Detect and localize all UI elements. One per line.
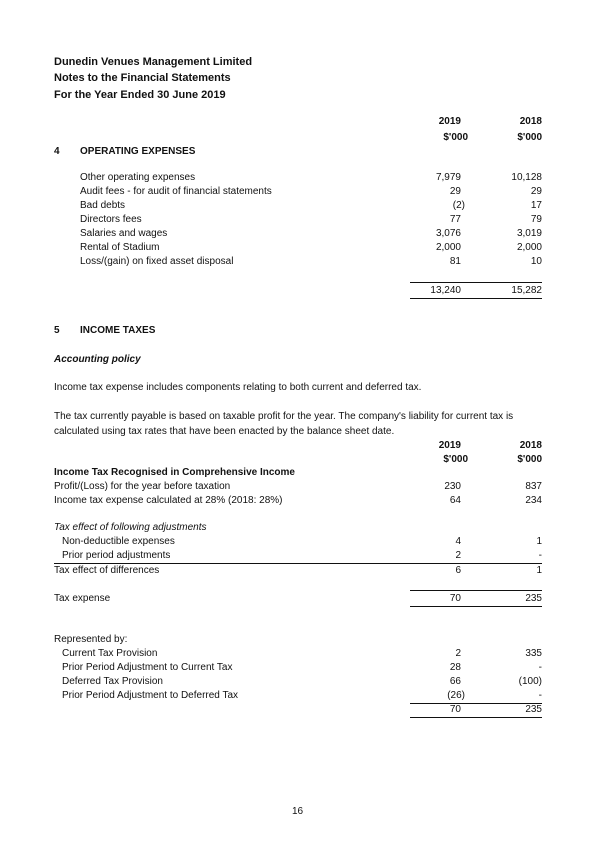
row-value-2018: 10 [530,256,542,267]
row-value-2019: 4 [455,536,461,547]
column-unit-2018: $'000 [517,454,542,465]
represented-by-heading: Represented by: [54,634,128,645]
column-header-2019: 2019 [438,440,461,451]
row-label: Prior period adjustments [62,550,171,561]
row-value-2019: 28 [449,662,461,673]
column-header-2018: 2018 [519,116,542,127]
row-value-2018: 234 [525,495,542,506]
row-label: Directors fees [80,214,142,225]
row-value-2018: 29 [530,186,542,197]
note-5-heading: INCOME TAXES [80,325,156,336]
row-value-2019: 7,979 [435,172,461,183]
row-label: Audit fees - for audit of financial statements [80,186,272,197]
row-label: Prior Period Adjustment to Current Tax [62,662,233,673]
policy-paragraph-2-line-2: calculated using tax rates that have been enacted by the balance sheet date. [54,426,395,437]
column-unit-2019: $'000 [443,132,468,143]
policy-paragraph-1: Income tax expense includes components relating to both current and deferred tax. [54,382,422,393]
row-label: Non-deductible expenses [62,536,175,547]
row-label: Deferred Tax Provision [62,676,163,687]
row-label: Current Tax Provision [62,648,158,659]
row-label: Other operating expenses [80,172,196,183]
row-value-2018: - [538,550,542,561]
row-value-2019: 3,076 [435,228,461,239]
represented-total-rule-top [410,703,542,704]
row-value-2018: 837 [525,481,542,492]
row-label: Loss/(gain) on fixed asset disposal [80,256,234,267]
row-value-2019: 230 [444,481,461,492]
row-label: Rental of Stadium [80,242,160,253]
row-label: Tax effect of differences [54,565,160,576]
row-value-2019: 2,000 [435,242,461,253]
page-number: 16 [292,806,304,817]
represented-total-rule-bottom [410,717,542,718]
company-name: Dunedin Venues Management Limited [54,56,253,68]
row-label: Bad debts [80,200,126,211]
row-value-2019: 29 [449,186,461,197]
note-5-number: 5 [54,325,60,336]
row-label: Income tax expense calculated at 28% (2018: 28%) [54,495,283,506]
document-title: Notes to the Financial Statements [54,72,231,84]
accounting-policy-heading: Accounting policy [54,354,141,365]
row-value-2019: 66 [449,676,461,687]
policy-paragraph-2-line-1: The tax currently payable is based on taxable profit for the year. The company's liability for current tax is [54,411,514,422]
row-value-2018: 235 [525,593,542,604]
differences-rule [54,563,542,564]
row-label: Tax expense [54,593,111,604]
recognised-heading: Income Tax Recognised in Comprehensive Income [54,467,295,478]
total-value-2019: 13,240 [430,285,461,296]
represented-total-2019: 70 [449,704,461,715]
row-value-2019: 81 [449,256,461,267]
total-rule-top [410,282,542,283]
row-value-2018: 2,000 [516,242,542,253]
row-label: Prior Period Adjustment to Deferred Tax [62,690,239,701]
period-title: For the Year Ended 30 June 2019 [54,89,226,101]
note-4-heading: OPERATING EXPENSES [80,146,196,157]
row-value-2018: - [538,662,542,673]
total-rule-bottom [410,298,542,299]
row-label: Profit/(Loss) for the year before taxation [54,481,231,492]
row-value-2018: 79 [530,214,542,225]
row-value-2018: - [538,690,542,701]
row-value-2018: 1 [536,536,542,547]
column-unit-2019: $'000 [443,454,468,465]
row-value-2019: 77 [449,214,461,225]
column-header-2018: 2018 [519,440,542,451]
total-value-2018: 15,282 [511,285,542,296]
represented-total-2018: 235 [525,704,542,715]
row-value-2019: 2 [455,550,461,561]
note-4-number: 4 [54,146,60,157]
row-value-2019: 6 [455,565,461,576]
row-label: Salaries and wages [80,228,168,239]
row-value-2018: (100) [518,676,542,687]
row-value-2019: 64 [449,495,461,506]
tax-expense-rule-top [410,590,542,591]
row-value-2019: (26) [447,690,465,701]
row-value-2019: (2) [452,200,465,211]
row-value-2018: 10,128 [511,172,542,183]
column-unit-2018: $'000 [517,132,542,143]
row-value-2018: 17 [530,200,542,211]
row-value-2018: 335 [525,648,542,659]
row-value-2019: 2 [455,648,461,659]
tax-expense-rule-bottom [410,606,542,607]
adjustments-heading: Tax effect of following adjustments [54,522,207,533]
row-value-2018: 3,019 [516,228,542,239]
row-value-2019: 70 [449,593,461,604]
row-value-2018: 1 [536,565,542,576]
column-header-2019: 2019 [438,116,461,127]
